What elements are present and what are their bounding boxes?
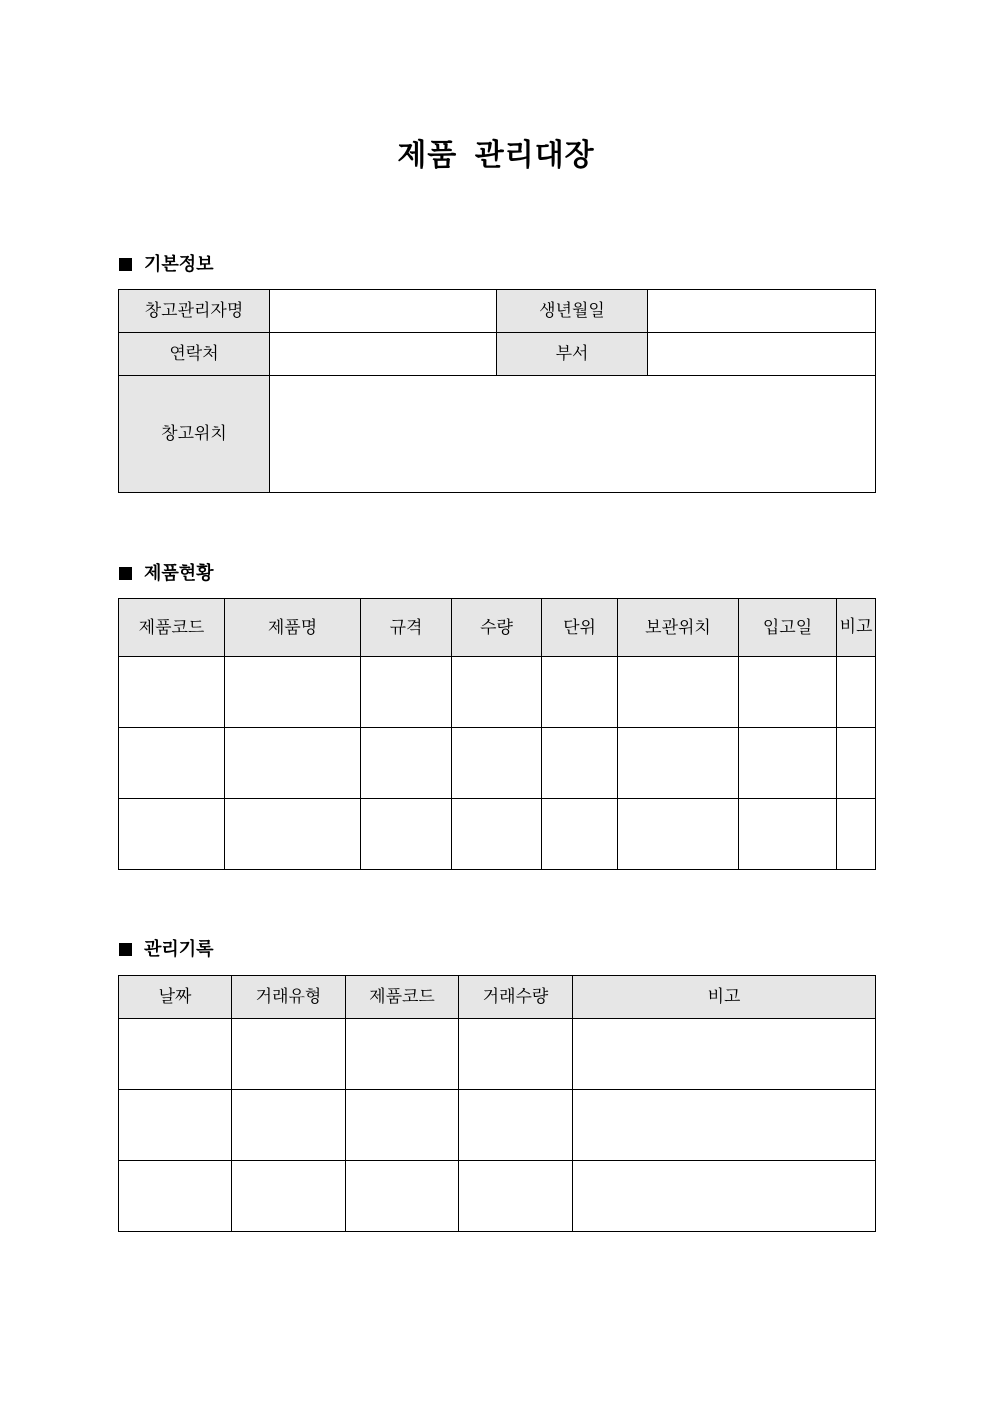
table-cell[interactable]	[119, 728, 225, 799]
column-header: 거래수량	[459, 976, 573, 1019]
square-bullet-icon	[119, 258, 132, 271]
product-status-table	[118, 598, 876, 870]
section-title: 기본정보	[144, 254, 214, 275]
table-cell[interactable]	[452, 728, 542, 799]
warehouse-location-label: 창고위치	[119, 376, 270, 493]
table-cell[interactable]	[346, 1161, 459, 1232]
contact-field[interactable]	[270, 333, 497, 376]
column-header: 비고	[837, 599, 876, 657]
column-header: 비고	[573, 976, 876, 1019]
column-header: 입고일	[739, 599, 837, 657]
column-header: 규격	[361, 599, 452, 657]
table-cell[interactable]	[452, 657, 542, 728]
table-row	[119, 728, 876, 799]
column-header: 거래유형	[232, 976, 346, 1019]
table-cell[interactable]	[119, 1090, 232, 1161]
column-header: 수량	[452, 599, 542, 657]
table-cell[interactable]	[232, 1019, 346, 1090]
table-cell[interactable]	[837, 728, 876, 799]
department-field[interactable]	[648, 333, 876, 376]
table-cell[interactable]	[346, 1019, 459, 1090]
square-bullet-icon	[119, 567, 132, 580]
column-header: 단위	[542, 599, 618, 657]
table-row	[119, 1090, 876, 1161]
section-heading-management-log	[119, 937, 214, 963]
table-cell[interactable]	[542, 657, 618, 728]
table-cell[interactable]	[542, 799, 618, 870]
table-cell[interactable]	[542, 728, 618, 799]
section-heading-basic-info	[119, 252, 214, 278]
table-cell[interactable]	[452, 799, 542, 870]
contact-label: 연락처	[119, 333, 270, 376]
manager-name-label: 창고관리자명	[119, 290, 270, 333]
table-cell[interactable]	[119, 657, 225, 728]
table-cell[interactable]	[119, 1161, 232, 1232]
table-header-row	[119, 976, 876, 1019]
column-header: 제품명	[225, 599, 361, 657]
table-row	[119, 333, 876, 376]
department-label: 부서	[497, 333, 648, 376]
table-row	[119, 290, 876, 333]
table-cell[interactable]	[225, 799, 361, 870]
table-cell[interactable]	[618, 657, 739, 728]
table-row	[119, 1161, 876, 1232]
table-cell[interactable]	[459, 1090, 573, 1161]
table-cell[interactable]	[739, 657, 837, 728]
management-log-table	[118, 975, 876, 1232]
table-cell[interactable]	[361, 799, 452, 870]
section-heading-product-status	[119, 561, 214, 587]
column-header: 보관위치	[618, 599, 739, 657]
table-header-row	[119, 599, 876, 657]
section-title: 제품현황	[144, 563, 214, 584]
table-cell[interactable]	[739, 799, 837, 870]
table-row	[119, 376, 876, 493]
table-cell[interactable]	[837, 799, 876, 870]
table-cell[interactable]	[618, 728, 739, 799]
table-cell[interactable]	[459, 1161, 573, 1232]
square-bullet-icon	[119, 943, 132, 956]
table-row	[119, 657, 876, 728]
table-cell[interactable]	[573, 1161, 876, 1232]
table-cell[interactable]	[361, 657, 452, 728]
column-header: 제품코드	[119, 599, 225, 657]
warehouse-location-field[interactable]	[270, 376, 876, 493]
table-cell[interactable]	[739, 728, 837, 799]
basic-info-table	[118, 289, 876, 493]
table-row	[119, 799, 876, 870]
column-header: 날짜	[119, 976, 232, 1019]
table-cell[interactable]	[837, 657, 876, 728]
birthdate-field[interactable]	[648, 290, 876, 333]
table-row	[119, 1019, 876, 1090]
birthdate-label: 생년월일	[497, 290, 648, 333]
table-cell[interactable]	[232, 1161, 346, 1232]
table-cell[interactable]	[573, 1019, 876, 1090]
table-cell[interactable]	[232, 1090, 346, 1161]
table-cell[interactable]	[225, 728, 361, 799]
section-title: 관리기록	[144, 939, 214, 960]
table-cell[interactable]	[346, 1090, 459, 1161]
column-header: 제품코드	[346, 976, 459, 1019]
table-cell[interactable]	[119, 799, 225, 870]
table-cell[interactable]	[225, 657, 361, 728]
document-title: 제품 관리대장	[397, 138, 595, 173]
table-cell[interactable]	[573, 1090, 876, 1161]
table-cell[interactable]	[361, 728, 452, 799]
manager-name-field[interactable]	[270, 290, 497, 333]
table-cell[interactable]	[459, 1019, 573, 1090]
table-cell[interactable]	[119, 1019, 232, 1090]
table-cell[interactable]	[618, 799, 739, 870]
